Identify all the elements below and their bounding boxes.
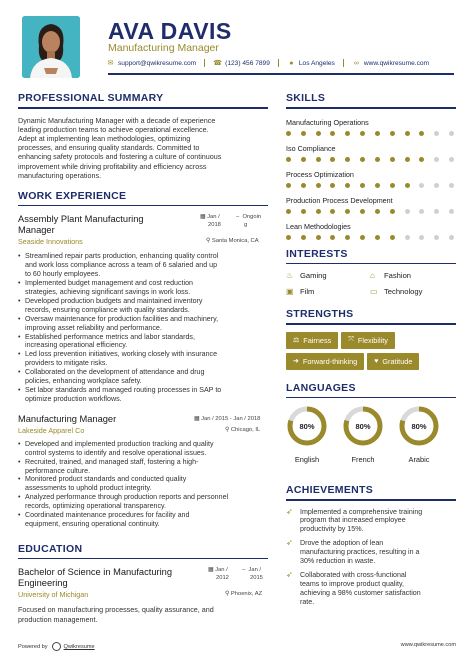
job-title-line: Manager	[18, 224, 55, 235]
rating-dot	[301, 131, 306, 136]
summary-divider	[18, 107, 268, 109]
date-text: Jan /	[207, 214, 220, 221]
resume-header	[0, 0, 474, 84]
heart-icon: ♥	[374, 357, 379, 365]
profile-photo	[22, 16, 80, 78]
rating-dot	[449, 131, 454, 136]
degree-line: Engineering	[18, 577, 68, 588]
rating-dot	[449, 183, 454, 188]
edu-location	[225, 591, 262, 597]
achievements-list	[286, 508, 456, 607]
rating-dot	[390, 209, 395, 214]
company-name: Seaside Innovations	[18, 237, 83, 247]
language-percent: 80%	[299, 422, 315, 431]
skill-item	[286, 196, 456, 214]
laptop-icon: ▭	[370, 287, 378, 296]
degree-line: Bachelor of Science in Manufacturing	[18, 567, 173, 578]
rating-dot	[375, 183, 380, 188]
arrow-icon: ➜	[293, 358, 299, 365]
rocket-icon: ➶	[286, 538, 293, 548]
language-ring	[286, 405, 328, 447]
skill-name: Production Process Development	[286, 195, 393, 205]
skill-rating	[286, 131, 456, 136]
rating-dot	[405, 183, 410, 188]
interest-item	[370, 287, 454, 296]
achievement-item: ➶ Drove the adoption of lean manufacturing practices, resulting in a 30% reduction in waste.	[286, 538, 420, 566]
rating-dot	[360, 157, 365, 162]
rating-dot	[345, 157, 350, 162]
date-text: Jan /	[248, 567, 262, 574]
rating-dot	[375, 209, 380, 214]
list-item: • Developed and implemented production tracking and quality control systems to identify and resolve operational issues.	[18, 440, 268, 458]
rating-dot	[390, 131, 395, 136]
achievement-item: ➶ Implemented a comprehensive training program that increased employee productivity by 15%.	[286, 506, 423, 534]
skill-name: Manufacturing Operations	[286, 117, 369, 127]
scale-icon: ⚖	[293, 337, 300, 344]
list-item: • Collaborated on the development of attendance and drug policies, enhancing workplace safety.	[18, 368, 268, 386]
interest-label: Film	[300, 287, 315, 296]
interest-item	[286, 287, 370, 296]
rating-dot	[449, 157, 454, 162]
experience-divider	[18, 205, 268, 207]
page-footer	[18, 640, 456, 654]
date-text: 2018	[208, 221, 221, 228]
rating-dot	[419, 183, 424, 188]
language-item	[286, 405, 328, 464]
location-text: Los Angeles	[298, 59, 335, 67]
job-header	[18, 414, 268, 437]
rating-dot	[390, 235, 395, 240]
job-header	[18, 214, 268, 250]
interests-list	[286, 271, 456, 296]
header-divider	[108, 73, 454, 75]
location-text: Santa Monica, CA	[211, 238, 259, 245]
job-start-date	[200, 214, 221, 229]
skills-heading: SKILLS	[286, 92, 326, 104]
skill-item	[286, 144, 456, 162]
skills-list	[286, 118, 456, 240]
email-icon: ✉	[107, 60, 114, 67]
rating-dot	[316, 183, 321, 188]
location-pin-icon: ⚲	[225, 426, 230, 433]
language-name: Arabic	[408, 455, 430, 464]
rocket-icon: ➶	[286, 569, 293, 579]
rating-dot	[316, 209, 321, 214]
rating-dot	[286, 235, 291, 240]
rating-dot	[345, 131, 350, 136]
rating-dot	[390, 183, 395, 188]
location-text: Phoenix, AZ	[230, 591, 263, 598]
rating-dot	[330, 131, 335, 136]
rating-dot	[405, 131, 410, 136]
list-item: • Monitored product standards and conducted quality assessments to uphold product integrity.	[18, 475, 268, 493]
achievements-divider	[286, 499, 456, 501]
location-pin-icon: ⚲	[206, 238, 211, 245]
edu-start-date	[208, 567, 229, 582]
job-title	[18, 214, 183, 235]
school-name: University of Michigan	[18, 590, 89, 600]
achievements-heading: ACHIEVEMENTS	[286, 484, 374, 496]
strength-tag	[286, 353, 364, 370]
skill-name: Iso Compliance	[286, 143, 336, 153]
location-icon: ●	[289, 59, 294, 67]
rating-dot	[286, 131, 291, 136]
education-header	[18, 567, 268, 601]
date-text: Jan /	[215, 567, 228, 574]
language-item	[398, 405, 440, 464]
summary-text	[18, 116, 268, 180]
brand-link[interactable]: Qwikresume	[63, 643, 95, 650]
rating-dot	[419, 209, 424, 214]
rating-dot	[345, 235, 350, 240]
skill-rating	[286, 183, 456, 188]
website-link[interactable]: www.qwikresume.com	[363, 59, 430, 67]
list-item: • Established performance metrics and labor standards, increasing operational efficiency.	[18, 333, 268, 351]
right-column	[286, 92, 456, 607]
candidate-name: AVA DAVIS	[108, 18, 232, 44]
hanger-icon: ⌂	[370, 271, 375, 280]
rating-dot	[316, 157, 321, 162]
summary-line: Adept at implementing lean methodologies, optimizing	[18, 133, 191, 143]
languages-heading: LANGUAGES	[286, 381, 356, 394]
footer-url[interactable]: www.qwikresume.com	[400, 642, 456, 648]
list-item: • Implemented budget management and cost reduction strategies, achieving significant savings in work loss.	[18, 279, 268, 297]
rating-dot	[360, 235, 365, 240]
list-item: • Oversaw maintenance for production facilities and machinery, improving asset reliability and performance.	[18, 315, 268, 333]
rating-dot	[330, 235, 335, 240]
gamepad-icon: ♨	[286, 271, 294, 280]
strength-tag	[341, 332, 395, 349]
summary-line: enhancing safety protocols and fostering a culture of continuous	[18, 152, 222, 162]
rating-dot	[375, 235, 380, 240]
phone-icon: ☎	[213, 60, 223, 67]
calendar-icon: ▦	[208, 567, 214, 574]
rating-dot	[405, 157, 410, 162]
date-text: 2012	[216, 574, 229, 581]
education-heading: EDUCATION	[18, 542, 83, 555]
summary-line: processes, and ensuring quality standards. Committed to	[18, 143, 200, 153]
language-ring	[342, 405, 384, 447]
rating-dot	[360, 131, 365, 136]
summary-line: Dynamic Manufacturing Manager with a decade of experience	[18, 115, 216, 125]
contact-bar	[106, 59, 429, 67]
rating-dot	[330, 157, 335, 162]
rating-dot	[301, 209, 306, 214]
list-item: • Set labor standards and managed routing processes in SAP to optimize production workflows.	[18, 386, 268, 404]
rating-dot	[434, 209, 439, 214]
strength-label: Fairness	[303, 335, 332, 345]
job-title: Manufacturing Manager	[18, 413, 117, 424]
summary-line: manufacturing operations.	[18, 170, 102, 180]
flex-icon: ⤧	[348, 336, 354, 343]
list-item: • Coordinated maintenance procedures for facility and equipment, ensuring operational continuity.	[18, 511, 268, 529]
rating-dot	[301, 157, 306, 162]
job-location	[206, 238, 259, 244]
summary-heading: PROFESSIONAL SUMMARY	[18, 92, 164, 104]
rating-dot	[286, 157, 291, 162]
rating-dot	[434, 131, 439, 136]
interest-label: Technology	[384, 287, 423, 296]
company-name: Lakeside Apparel Co	[18, 425, 85, 435]
job-date	[194, 416, 260, 422]
rating-dot	[316, 235, 321, 240]
interests-heading: INTERESTS	[286, 247, 348, 260]
strength-tag	[367, 353, 419, 370]
language-percent: 80%	[411, 422, 427, 431]
rating-dot	[301, 235, 306, 240]
skill-rating	[286, 235, 456, 240]
summary-line: improvement while driving profitability and efficiency across	[18, 161, 207, 171]
education-desc-line: production management.	[18, 614, 98, 624]
rating-dot	[449, 209, 454, 214]
interest-item	[286, 271, 370, 280]
rating-dot	[345, 209, 350, 214]
skill-rating	[286, 157, 456, 162]
rating-dot	[301, 183, 306, 188]
strength-label: Gratitude	[382, 356, 413, 366]
skill-item	[286, 170, 456, 188]
skill-name: Process Optimization	[286, 169, 354, 179]
rating-dot	[360, 209, 365, 214]
rating-dot	[419, 131, 424, 136]
rating-dot	[434, 183, 439, 188]
rating-dot	[375, 131, 380, 136]
strengths-list	[286, 332, 456, 374]
location-pin-icon: ⚲	[225, 591, 230, 598]
list-item: • Analyzed performance through production reports and personnel records, optimizing operational transparency.	[18, 493, 268, 511]
rating-dot	[286, 209, 291, 214]
summary-line: leading production teams to achieve operational excellence.	[18, 124, 209, 134]
qwikresume-logo-icon	[52, 642, 61, 651]
education-desc-line: Focused on manufacturing processes, quality assurance, and	[18, 605, 214, 615]
languages-list	[286, 398, 456, 478]
rating-dot	[390, 157, 395, 162]
experience-heading: WORK EXPERIENCE	[18, 189, 127, 202]
powered-by-label: Powered by	[18, 643, 48, 650]
list-item: • Streamlined repair parts production, enhancing quality control and work loss compliance across a team of 6 salaried and up to 60 hourly employees.	[18, 252, 268, 279]
skill-name: Lean Methodologies	[286, 221, 351, 231]
strength-label: Forward-thinking	[302, 356, 358, 366]
rating-dot	[345, 183, 350, 188]
rating-dot	[449, 235, 454, 240]
skill-rating	[286, 209, 456, 214]
skills-divider	[286, 107, 456, 109]
rating-dot	[375, 157, 380, 162]
powered-by	[18, 642, 95, 651]
rating-dot	[330, 209, 335, 214]
strength-tag	[286, 332, 338, 349]
phone-text: (123) 456 7899	[225, 59, 270, 67]
rating-dot	[286, 183, 291, 188]
degree-title	[18, 567, 268, 588]
language-name: English	[294, 455, 320, 464]
candidate-role: Manufacturing Manager	[108, 42, 219, 54]
skill-item	[286, 118, 456, 136]
rating-dot	[419, 157, 424, 162]
interest-item	[370, 271, 454, 280]
achievement-item: ➶ Collaborated with cross-functional teams to improve product quality, achieving a 98% customer satisfaction rate.	[286, 569, 421, 606]
interest-label: Fashion	[384, 271, 412, 280]
strengths-heading: STRENGTHS	[286, 308, 354, 320]
list-item: • Led loss prevention initiatives, working closely with insurance providers to mitigate risks.	[18, 350, 268, 368]
language-percent: 80%	[355, 422, 371, 431]
rating-dot	[330, 183, 335, 188]
rating-dot	[316, 131, 321, 136]
language-ring	[398, 405, 440, 447]
film-icon: ▣	[286, 287, 294, 296]
calendar-icon: ▦	[200, 214, 206, 221]
date-text: g	[244, 221, 248, 228]
job-bullets	[18, 252, 268, 403]
education-divider	[18, 558, 268, 560]
rating-dot	[360, 183, 365, 188]
language-item	[342, 405, 384, 464]
language-name: French	[351, 455, 375, 464]
education-description	[18, 605, 268, 623]
job-location	[225, 427, 260, 433]
strength-label: Flexibility	[357, 335, 388, 345]
interest-label: Gaming	[300, 271, 327, 280]
left-column	[18, 92, 268, 624]
rating-dot	[419, 235, 424, 240]
skill-item	[286, 222, 456, 240]
job-title-line: Assembly Plant Manufacturing	[18, 214, 144, 225]
email-link[interactable]: support@qwikresume.com	[118, 59, 197, 67]
date-text: 2015	[250, 574, 263, 581]
rating-dot	[434, 157, 439, 162]
date-text: Ongoin	[242, 214, 262, 221]
interests-divider	[286, 263, 456, 265]
location-text: Chicago, IL	[230, 426, 261, 433]
rating-dot	[405, 235, 410, 240]
job-bullets	[18, 440, 268, 529]
date-text: Jan / 2015 - Jan / 2018	[201, 415, 261, 422]
edu-end-date: – Jan / 2015	[242, 567, 263, 581]
list-item: • Recruited, trained, and managed staff, fostering a high- performance culture.	[18, 458, 268, 476]
rocket-icon: ➶	[286, 506, 293, 516]
list-item: • Developed production budgets and maintained inventory records, ensuring compliance with quality standards.	[18, 297, 268, 315]
rating-dot	[434, 235, 439, 240]
job-end-date: – Ongoin g	[236, 214, 262, 228]
rating-dot	[405, 209, 410, 214]
calendar-icon: ▦	[194, 415, 200, 422]
link-icon: ∞	[353, 59, 359, 67]
strengths-divider	[286, 323, 456, 325]
